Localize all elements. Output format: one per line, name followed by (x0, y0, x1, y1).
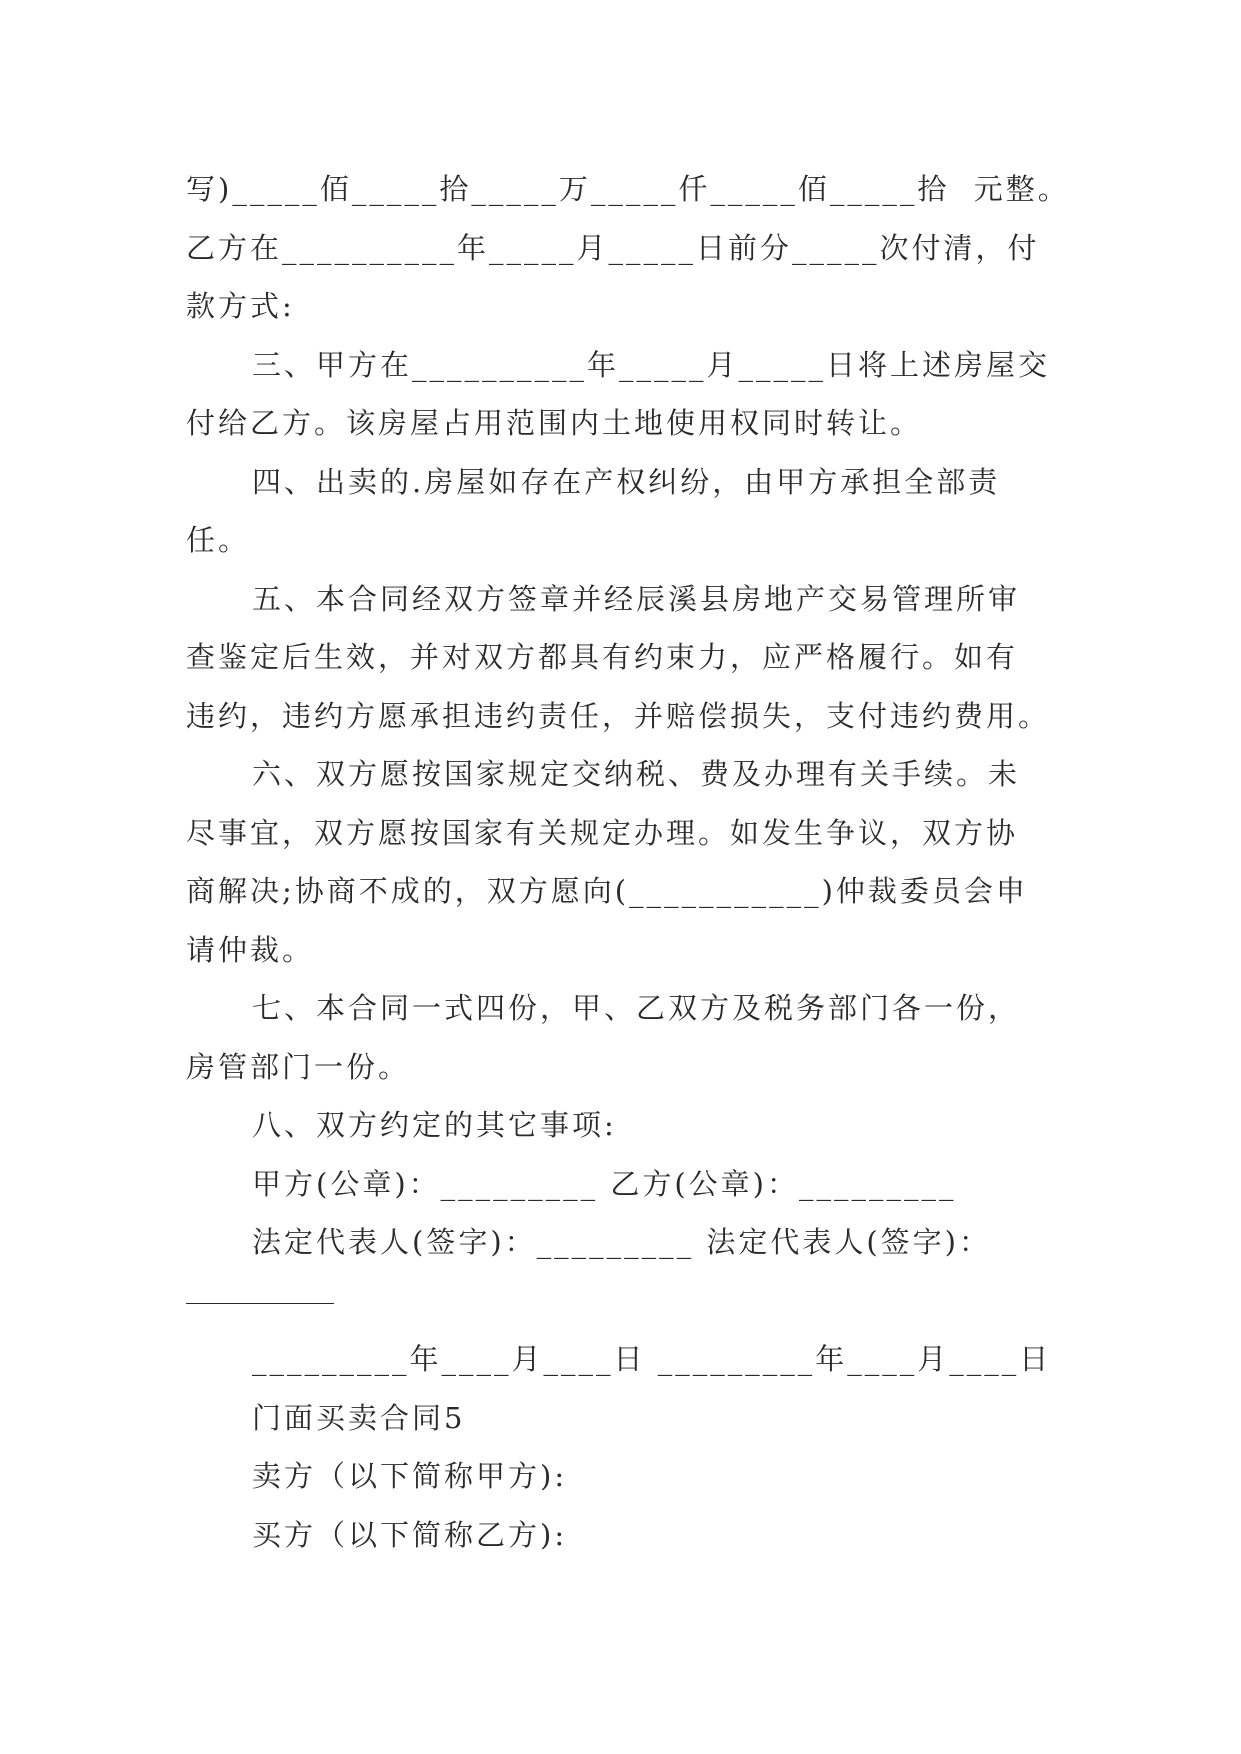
clause-8-line: 八、双方约定的其它事项: (252, 1108, 617, 1142)
contract-title: 门面买卖合同5 (252, 1400, 466, 1435)
clause-3-line-2: 付给乙方。该房屋占用范围内土地使用权同时转让。 (186, 406, 923, 440)
clause-6-line-3: 商解决;协商不成的，双方愿向(___________)仲裁委员会申 (186, 874, 1028, 908)
date-line: _________年____月____日 _________年____月____日 (252, 1342, 1052, 1376)
clause-4-line-2: 任。 (186, 523, 251, 557)
clause-5-line-1: 五、本合同经双方签章并经辰溪县房地产交易管理所审 (252, 581, 1021, 616)
buyer-line: 买方（以下简称乙方): (252, 1517, 568, 1552)
payment-method-line: 款方式: (186, 289, 295, 323)
signature-underline (186, 1302, 334, 1304)
document-body (186, 160, 1070, 1564)
payment-deadline-line: 乙方在__________年_____月_____日前分_____次付清，付 (186, 230, 1040, 265)
clause-4-line-1: 四、出卖的.房屋如存在产权纠纷，由甲方承担全部责 (252, 464, 1001, 499)
clause-7-line-1: 七、本合同一式四份，甲、乙双方及税务部门各一份， (252, 991, 1021, 1025)
legal-representative-line: 法定代表人(签字)：_________ 法定代表人(签字)： (252, 1225, 991, 1259)
clause-6-line-4: 请仲裁。 (186, 932, 315, 967)
clause-7-line-2: 房管部门一份。 (186, 1049, 411, 1084)
clause-6-line-1: 六、双方愿按国家规定交纳税、费及办理有关手续。未 (252, 757, 1021, 791)
seller-line: 卖方（以下简称甲方): (252, 1459, 568, 1493)
clause-3-line-1: 三、甲方在__________年_____月_____日将上述房屋交 (252, 347, 1051, 382)
price-in-words-line: 写)_____佰_____拾_____万_____仟_____佰_____拾 元整。 (186, 172, 1070, 206)
signature-blank-line (186, 1272, 1058, 1331)
clause-5-line-3: 违约，违约方愿承担违约责任，并赔偿损失，支付违约费用。 (186, 698, 1051, 733)
party-seal-line: 甲方(公章)：_________ 乙方(公章)：_________ (252, 1166, 957, 1201)
clause-6-line-2: 尽事宜，双方愿按国家有关规定办理。如发生争议，双方协 (186, 815, 1019, 850)
clause-5-line-2: 查鉴定后生效，并对双方都具有约束力，应严格履行。如有 (186, 640, 1019, 674)
